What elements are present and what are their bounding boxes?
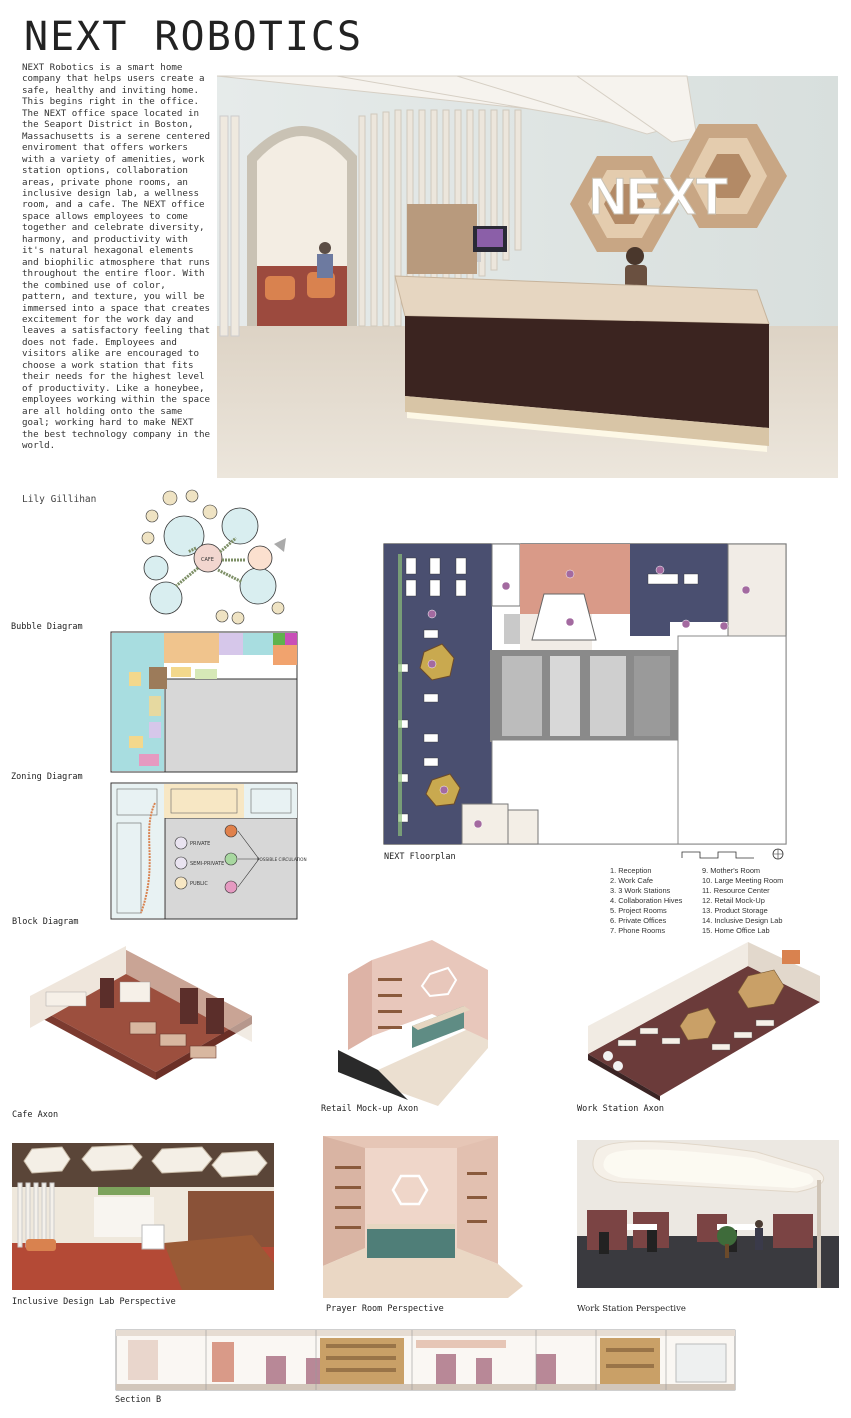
caption-bubble: Bubble Diagram bbox=[11, 622, 83, 632]
legend-item: 5. Project Rooms bbox=[610, 906, 667, 915]
legend-item: 15. Home Office Lab bbox=[702, 926, 770, 935]
author-name: Lily Gillihan bbox=[22, 494, 97, 505]
workstation-axon bbox=[588, 946, 820, 1101]
bubble-diagram bbox=[140, 486, 292, 626]
legend-item: 10. Large Meeting Room bbox=[702, 876, 784, 885]
floorplan bbox=[384, 544, 786, 845]
page-title: NEXT ROBOTICS bbox=[24, 14, 364, 60]
legend-item: 3. 3 Work Stations bbox=[610, 886, 671, 895]
legend-item: 13. Product Storage bbox=[702, 906, 768, 915]
caption-zoning: Zoning Diagram bbox=[11, 772, 83, 782]
caption-floorplan: NEXT Floorplan bbox=[384, 852, 456, 862]
zoning-diagram bbox=[111, 632, 298, 774]
design-lab-perspective bbox=[12, 1143, 274, 1290]
legend-item: 7. Phone Rooms bbox=[610, 926, 666, 935]
retail-axon bbox=[338, 940, 488, 1110]
cafe-axon bbox=[30, 942, 255, 1107]
legend-item: 11. Resource Center bbox=[702, 886, 770, 895]
legend-circulation: POSSIBLE CIRCULATION bbox=[257, 857, 307, 862]
project-description: NEXT Robotics is a smart home company that helps users create a safe, healthy and inviting home. This begins right in the office. The NEXT office space located in the Seaport District in Boston, Massachusetts is a serene centered enviroment that offers workers with a variety of amenities, work station options, collaboration areas, private phone rooms, an inclusive design lab, a wellness room, and a cafe. The NEXT office space allows employees to come together and celebrate diversity, harmony, and productivity with it's natural hexagonal elements and biophilic atmosphere that runs throughout the entire floor. With the combined use of color, pattern, and texture, you will be immersed into a space that creates excitement for the work day and leaves a satisfactory feeling that does not fade. Employees and visitors alike are encouraged to choose a work station that fits their needs for the highest level of productivity. Like a honeybee, employees working within the space are all holding onto the same goal; working hard to make NEXT the best technology company in the world. bbox=[22, 62, 211, 451]
caption-retail-axon: Retail Mock-up Axon bbox=[321, 1104, 419, 1114]
hero-sign-text: NEXT bbox=[589, 168, 728, 226]
caption-cafe-axon: Cafe Axon bbox=[12, 1110, 59, 1120]
legend-item: 2. Work Cafe bbox=[610, 876, 653, 885]
legend-item: 6. Private Offices bbox=[610, 916, 667, 925]
legend-private: PRIVATE bbox=[190, 841, 211, 847]
caption-design-lab: Inclusive Design Lab Perspective bbox=[12, 1297, 176, 1307]
reception-render bbox=[217, 76, 838, 478]
caption-block: Block Diagram bbox=[12, 917, 79, 927]
floorplan-legend bbox=[610, 866, 800, 935]
legend-item: 14. Inclusive Design Lab bbox=[702, 916, 783, 925]
caption-workstation-axon: Work Station Axon bbox=[577, 1104, 664, 1114]
section-b bbox=[116, 1330, 735, 1390]
scale-north bbox=[680, 846, 790, 862]
legend-item: 4. Collaboration Hives bbox=[610, 896, 683, 905]
legend-semi-private: SEMI-PRIVATE bbox=[190, 861, 225, 867]
workstation-perspective bbox=[577, 1140, 839, 1288]
caption-workstation-persp: Work Station Perspective bbox=[577, 1304, 686, 1314]
block-diagram bbox=[111, 783, 307, 921]
bubble-center-label: CAFE bbox=[201, 557, 214, 563]
caption-section: Section B bbox=[115, 1395, 162, 1405]
prayer-room-perspective bbox=[323, 1136, 498, 1298]
legend-item: 1. Reception bbox=[610, 866, 652, 875]
legend-public: PUBLIC bbox=[190, 881, 208, 887]
legend-item: 9. Mother's Room bbox=[702, 866, 761, 875]
legend-item: 12. Retail Mock-Up bbox=[702, 896, 765, 905]
caption-prayer-room: Prayer Room Perspective bbox=[326, 1304, 444, 1314]
